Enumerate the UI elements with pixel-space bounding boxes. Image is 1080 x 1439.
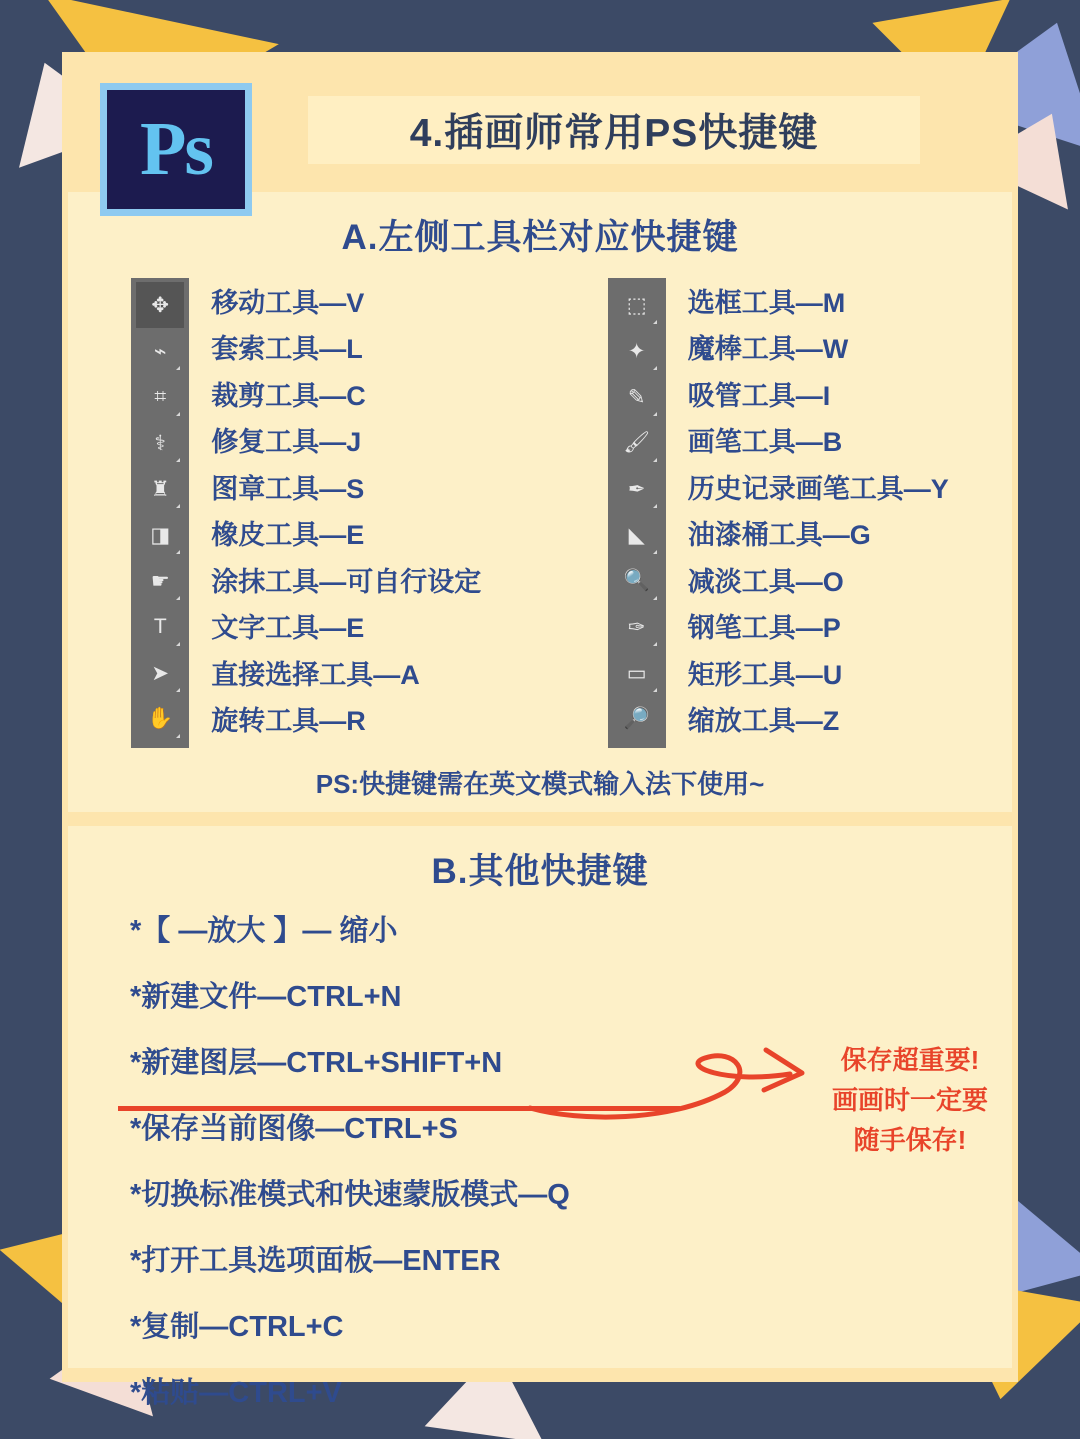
- list-item: *打开工具选项面板—ENTER: [130, 1245, 501, 1277]
- zoom-icon[interactable]: 🔎: [623, 707, 650, 730]
- tool-labels-left: [189, 278, 481, 748]
- page-title: [308, 96, 920, 164]
- tool-label: 修复工具—J: [211, 427, 362, 458]
- list-item: *【 —放大 】— 缩小: [130, 915, 398, 947]
- tool-label: 橡皮工具—E: [211, 520, 365, 551]
- move-icon[interactable]: ✥: [136, 282, 184, 328]
- rectangle-icon[interactable]: ▭: [613, 650, 661, 696]
- tool-label: 魔棒工具—W: [687, 334, 849, 365]
- list-item: *新建图层—CTRL+SHIFT+N: [130, 1047, 503, 1079]
- eraser-icon[interactable]: ◨: [136, 512, 184, 558]
- tool-labels-right: [666, 278, 949, 748]
- photoshop-logo: [100, 83, 252, 216]
- section-a-title: A.左侧工具栏对应快捷键: [341, 218, 739, 257]
- tool-label: 选框工具—M: [687, 288, 846, 318]
- tool-label: 矩形工具—U: [687, 659, 843, 690]
- annotation-arrow-icon: [520, 1030, 850, 1140]
- save-callout: [820, 1040, 1000, 1160]
- tool-label: 套索工具—L: [211, 334, 363, 365]
- tool-column-right: [608, 278, 949, 748]
- tool-label: 缩放工具—Z: [687, 705, 840, 736]
- callout-line: 保存超重要!: [840, 1045, 980, 1075]
- photoshop-logo-text: Ps: [140, 107, 212, 191]
- toolbar-strip-right: [608, 278, 666, 748]
- list-item: *粘贴—CTRL+V: [130, 1377, 342, 1409]
- tool-label: 吸管工具—I: [687, 380, 831, 411]
- list-item: *切换标准模式和快速蒙版模式—Q: [130, 1179, 570, 1211]
- toolbar-strip-left: [131, 278, 189, 748]
- tool-label: 裁剪工具—C: [211, 380, 366, 411]
- list-item: *新建文件—CTRL+N: [130, 981, 402, 1013]
- tool-label: 减淡工具—O: [687, 566, 844, 597]
- magic-wand-icon[interactable]: ✦: [613, 328, 661, 374]
- section-a-note: PS:快捷键需在英文模式输入法下使用~: [315, 769, 765, 799]
- tool-label: 直接选择工具—A: [211, 659, 420, 690]
- paint-bucket-icon[interactable]: ◣: [613, 512, 661, 558]
- tool-label: 移动工具—V: [211, 288, 365, 318]
- marquee-icon[interactable]: ⬚: [613, 282, 661, 328]
- tool-label: 历史记录画笔工具—Y: [687, 473, 949, 504]
- type-icon[interactable]: T: [136, 604, 184, 650]
- tool-label: 文字工具—E: [211, 613, 365, 644]
- tool-label: 油漆桶工具—G: [687, 520, 871, 551]
- page-title-text: 4.插画师常用PS快捷键: [409, 112, 819, 155]
- section-toolbar-shortcuts: [68, 192, 1012, 812]
- healing-brush-icon[interactable]: ⚕: [136, 420, 184, 466]
- tool-label: 画笔工具—B: [687, 427, 843, 458]
- list-item: *保存当前图像—CTRL+S: [130, 1113, 458, 1145]
- rotate-view-icon[interactable]: ✋: [136, 696, 184, 742]
- tool-column-left: [131, 278, 481, 748]
- tool-columns: [68, 278, 1012, 748]
- tool-label: 图章工具—S: [211, 473, 365, 504]
- tool-label: 旋转工具—R: [211, 705, 366, 736]
- direct-selection-icon[interactable]: ➤: [136, 650, 184, 696]
- lasso-icon[interactable]: ⌁: [136, 328, 184, 374]
- tool-label: 钢笔工具—P: [687, 613, 841, 644]
- callout-line: 随手保存!: [853, 1125, 967, 1155]
- stamp-icon[interactable]: ♜: [136, 466, 184, 512]
- crop-icon[interactable]: ⌗: [136, 374, 184, 420]
- section-b-title: B.其他快捷键: [431, 852, 649, 891]
- callout-line: 画画时一定要: [831, 1085, 988, 1115]
- tool-label: 涂抹工具—可自行设定: [211, 566, 482, 597]
- brush-icon[interactable]: 🖌: [613, 420, 661, 466]
- eyedropper-icon[interactable]: ✎: [613, 374, 661, 420]
- dodge-icon[interactable]: 🔍: [613, 558, 661, 604]
- smudge-icon[interactable]: ☛: [136, 558, 184, 604]
- list-item: *复制—CTRL+C: [130, 1311, 344, 1343]
- pen-icon[interactable]: ✑: [613, 604, 661, 650]
- history-brush-icon[interactable]: ✒: [613, 466, 661, 512]
